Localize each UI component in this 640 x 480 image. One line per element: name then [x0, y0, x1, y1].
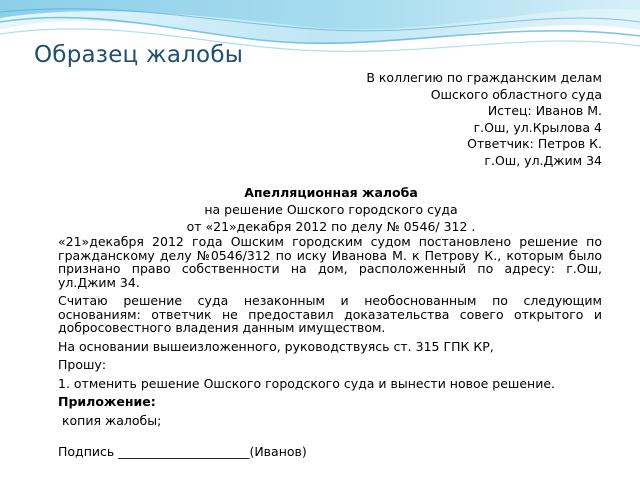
attachment-label: Приложение: — [58, 394, 156, 409]
document-body — [58, 235, 602, 464]
document-heading — [58, 184, 604, 235]
plaintiff-name: Истец: Иванов М. — [487, 103, 602, 118]
signature-line: Подпись _____________________(Иванов) — [58, 444, 307, 459]
paragraph-decision: «21»декабря 2012 года Ошским городским судом постановлено решение по гражданскому делу №0546/312 по иску Иванова М. к Петрову К., которым было признано право собственности на дом, расположенный по адресу: г.Ош, ул.Джим 34. — [58, 234, 602, 290]
plaintiff-address: г.Ош, ул.Крылова 4 — [473, 119, 602, 135]
addressee-court-line: В коллегию по гражданским делам — [366, 70, 602, 85]
header-wave-decoration — [0, 0, 640, 80]
paragraph-grounds: Считаю решение суда незаконным и необоснованным по следующим основаниям: ответчик не предоставил доказательства совего открытого и добросовестного владения данным имуществом. — [58, 293, 602, 335]
heading-line-1: на решение Ошского городского суда — [204, 202, 458, 217]
addressee-block — [366, 70, 602, 169]
document-title: Апелляционная жалоба — [244, 185, 418, 200]
page-title: Образец жалобы — [34, 42, 244, 68]
paragraph-legal-basis: На основании вышеизложенного, руководствуясь ст. 315 ГПК КР, — [58, 338, 494, 354]
paragraph-request-item: 1. отменить решение Ошского городского суда и вынести новое решение. — [58, 375, 556, 391]
defendant-address: г.Ош, ул.Джим 34 — [484, 152, 602, 168]
defendant-name: Ответчик: Петров К. — [467, 136, 602, 151]
paragraph-request-label: Прошу: — [58, 357, 107, 372]
attachment-item: копия жалобы; — [58, 412, 162, 428]
heading-line-2: от «21»декабря 2012 по делу № 0546/ 312 . — [186, 219, 476, 234]
addressee-court-name: Ошского областного суда — [430, 86, 602, 102]
